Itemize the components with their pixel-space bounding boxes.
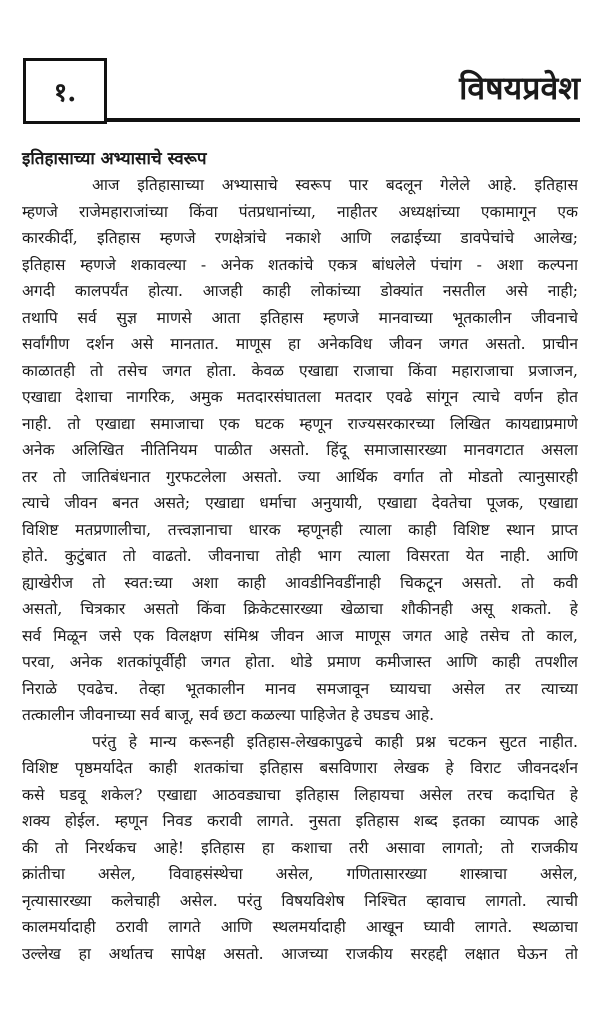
text-line: तत्कालीन जीवनाच्या सर्व बाजू, सर्व छटा कळल्या पाहिजेत हे उघडच आहे. xyxy=(22,706,435,724)
text-line: अनेक अलिखित नीतिनियम पाळीत असतो. हिंदू समाजासारख्या मानवगटात असला xyxy=(22,441,578,459)
text-line: नाही. तो एखाद्या समाजाचा एक घटक म्हणून राज्यसरकारच्या लिखित कायद्याप्रमाणे xyxy=(22,414,578,433)
text-line: आज इतिहासाच्या अभ्यासाचे स्वरूप पार बदलून गेलेले आहे. इतिहास xyxy=(92,176,578,194)
title-rule xyxy=(107,118,580,122)
chapter-number: १. xyxy=(53,78,77,108)
text-line: परंतु हे मान्य करूनही इतिहास-लेखकापुढचे काही प्रश्न चटकन सुटत नाहीत. xyxy=(92,732,578,751)
chapter-number-box xyxy=(23,58,107,124)
text-line: तर तो जातिबंधनात गुरफटलेला असतो. ज्या आर्थिक वर्गात तो मोडतो त्यानुसारही xyxy=(22,467,578,486)
text-line: क्रांतीचा असेल, विवाहसंस्थेचा असेल, गणितासारख्या शास्त्राचा असेल, xyxy=(22,865,578,883)
text-line: कालमर्यादाही ठरावी लागते आणि स्थलमर्यादाही आखून घ्यावी लागते. स्थळाचा xyxy=(22,918,578,936)
text-line: शक्य होईल. म्हणून निवड करावी लागते. नुसता इतिहास शब्द इतका व्यापक आहे xyxy=(22,812,578,830)
text-line: होते. कुटुंबात तो वाढतो. जीवनाचा तोही भाग त्याला विसरता येत नाही. आणि xyxy=(22,547,578,565)
text-line: त्याचे जीवन बनत असते; एखाद्या धर्माचा अनुयायी, एखाद्या देवतेचा पूजक, एखाद्या xyxy=(22,494,578,512)
text-line: विशिष्ट पृष्ठमर्यादेत काही शतकांचा इतिहास बसविणारा लेखक हे विराट जीवनदर्शन xyxy=(22,759,578,777)
chapter-title: विषयप्रवेश xyxy=(459,69,580,107)
body-text xyxy=(22,172,578,967)
text-line: अगदी कालपर्यंत होत्या. आजही काही लोकांच्या डोक्यांत नसतील असे नाही; xyxy=(22,282,578,300)
text-line: एखाद्या देशाचा नागरिक, अमुक मतदारसंघातला मतदार एवढे सांगून त्याचे वर्णन होत xyxy=(22,388,578,406)
text-line: इतिहास म्हणजे शकावल्या - अनेक शतकांचे एकत्र बांधलेले पंचांग - अशा कल्पना xyxy=(22,255,578,274)
text-line: ह्याखेरीज तो स्वत:च्या अशा काही आवडीनिवडींनाही चिकटून असतो. तो कवी xyxy=(22,573,578,592)
text-line: विशिष्ट मतप्रणालीचा, तत्त्वज्ञानाचा धारक म्हणूनही त्याला काही विशिष्ट स्थान प्राप्त xyxy=(22,520,578,539)
text-line: सर्व मिळून जसे एक विलक्षण संमिश्र जीवन आज माणूस जगत आहे तसेच तो काल, xyxy=(22,626,578,645)
text-line: कसे घडवू शकेल? एखाद्या आठवड्याचा इतिहास लिहायचा असेल तरच कदाचित हे xyxy=(22,785,578,804)
text-line: की तो निरर्थकच आहे! इतिहास हा कशाचा तरी असावा लागतो; तो राजकीय xyxy=(22,838,578,857)
text-line: उल्लेख हा अर्थातच सापेक्ष असतो. आजच्या राजकीय सरहद्दी लक्षात घेऊन तो xyxy=(22,944,578,963)
text-line: कारकीर्दी, इतिहास म्हणजे रणक्षेत्रांचे नकाशे आणि लढाईच्या डावपेचांचे आलेख; xyxy=(22,229,578,247)
text-line: सर्वांगीण दर्शन असे मानतात. माणूस हा अनेकविध जीवन जगत असतो. प्राचीन xyxy=(22,335,578,353)
text-line: परवा, अनेक शतकांपूर्वीही जगत होता. थोडे प्रमाण कमीजास्त आणि काही तपशील xyxy=(22,653,578,671)
text-line: तथापि सर्व सुज्ञ माणसे आता इतिहास म्हणजे मानवाच्या भूतकालीन जीवनाचे xyxy=(22,308,578,327)
text-line: निराळे एवढेच. तेव्हा भूतकालीन मानव समजावून घ्यायचा असेल तर त्याच्या xyxy=(22,679,578,698)
text-line: नृत्यासारख्या कलेचाही असेल. परंतु विषयविशेष निश्चित व्हावाच लागतो. त्याची xyxy=(22,891,578,910)
text-line: काळातही तो तसेच जगत होता. केवळ एखाद्या राजाचा किंवा महाराजाचा प्रजाजन, xyxy=(22,361,578,380)
text-line: म्हणजे राजेमहाराजांच्या किंवा पंतप्रधानांच्या, नाहीतर अध्यक्षांच्या एकामागून एक xyxy=(22,202,578,221)
section-heading: इतिहासाच्या अभ्यासाचे स्वरूप xyxy=(22,149,207,169)
text-line: असतो, चित्रकार असतो किंवा क्रिकेटसारख्या खेळाचा शौकीनही असू शकतो. हे xyxy=(22,600,578,618)
